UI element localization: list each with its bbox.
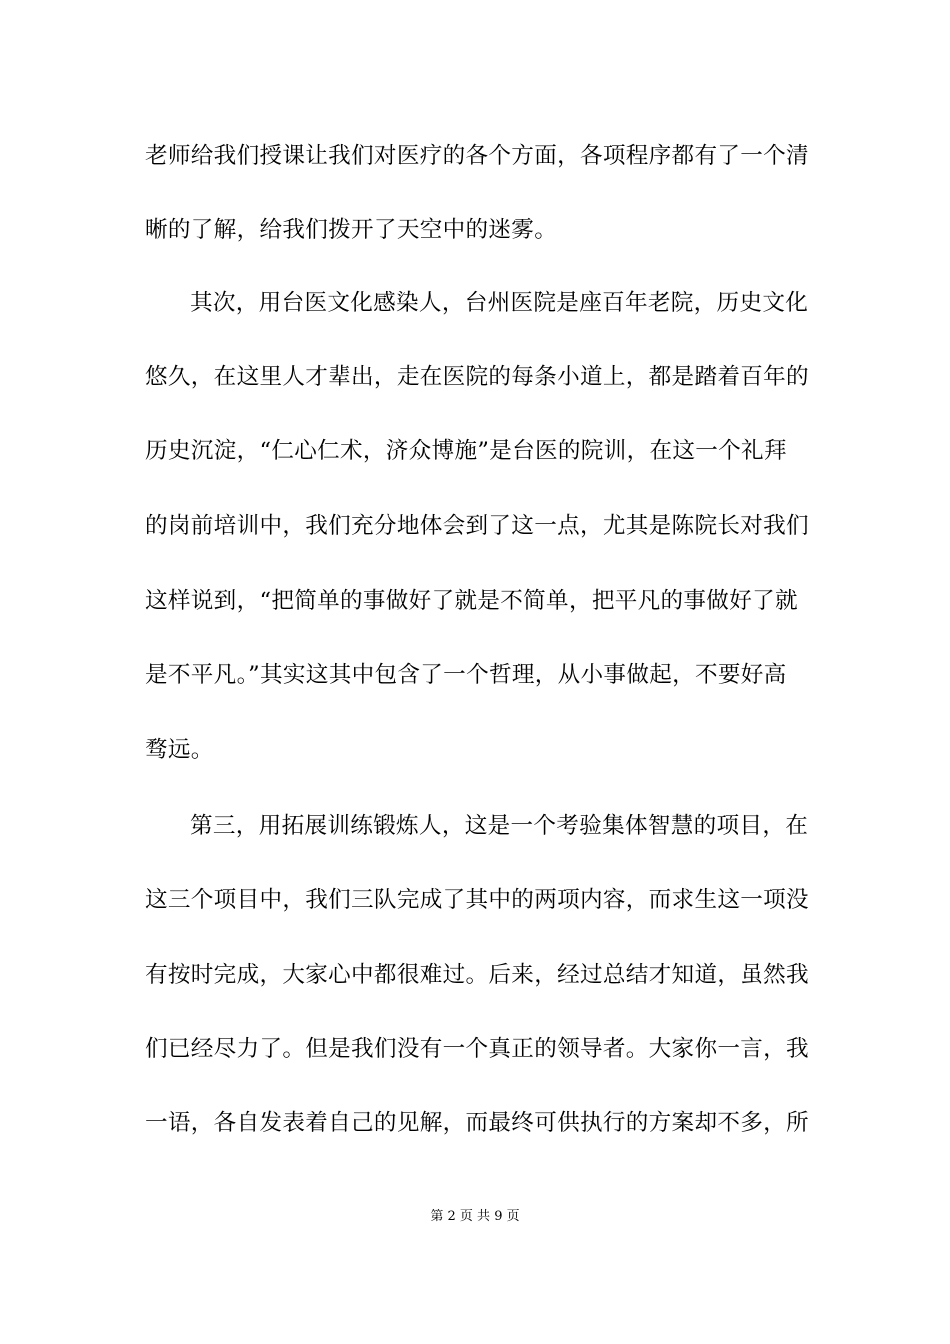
text-line-3: 其次，用台医文化感染人，台州医院是座百年老院，历史文化: [190, 290, 809, 316]
text-line-4: 悠久，在这里人才辈出，走在医院的每条小道上，都是踏着百年的: [145, 364, 809, 390]
text-line-12: 有按时完成，大家心中都很难过。后来，经过总结才知道，虽然我: [145, 962, 809, 988]
text-line-14: 一语，各自发表着自己的见解，而最终可供执行的方案却不多，所: [145, 1110, 809, 1136]
text-line-13: 们已经尽力了。但是我们没有一个真正的领导者。大家你一言，我: [145, 1036, 809, 1062]
text-line-6: 的岗前培训中，我们充分地体会到了这一点，尤其是陈院长对我们: [145, 513, 809, 539]
text-line-7: 这样说到，“把简单的事做好了就是不简单，把平凡的事做好了就: [145, 588, 798, 614]
text-line-10: 第三，用拓展训练锻炼人，这是一个考验集体智慧的项目，在: [190, 813, 809, 839]
text-line-1: 老师给我们授课让我们对医疗的各个方面，各项程序都有了一个清: [145, 143, 809, 169]
text-line-11: 这三个项目中，我们三队完成了其中的两项内容，而求生这一项没: [145, 887, 809, 913]
text-line-2: 晰的了解，给我们拨开了天空中的迷雾。: [145, 217, 558, 243]
text-line-8: 是不平凡。”其实这其中包含了一个哲理，从小事做起，不要好高: [145, 662, 787, 688]
page-footer: [0, 1208, 950, 1226]
text-line-9: 骛远。: [145, 737, 214, 763]
text-line-5: 历史沉淀，“仁心仁术，济众博施”是台医的院训，在这一个礼拜: [145, 438, 787, 464]
page-number-label: 第 2 页 共 9 页: [430, 1209, 520, 1224]
